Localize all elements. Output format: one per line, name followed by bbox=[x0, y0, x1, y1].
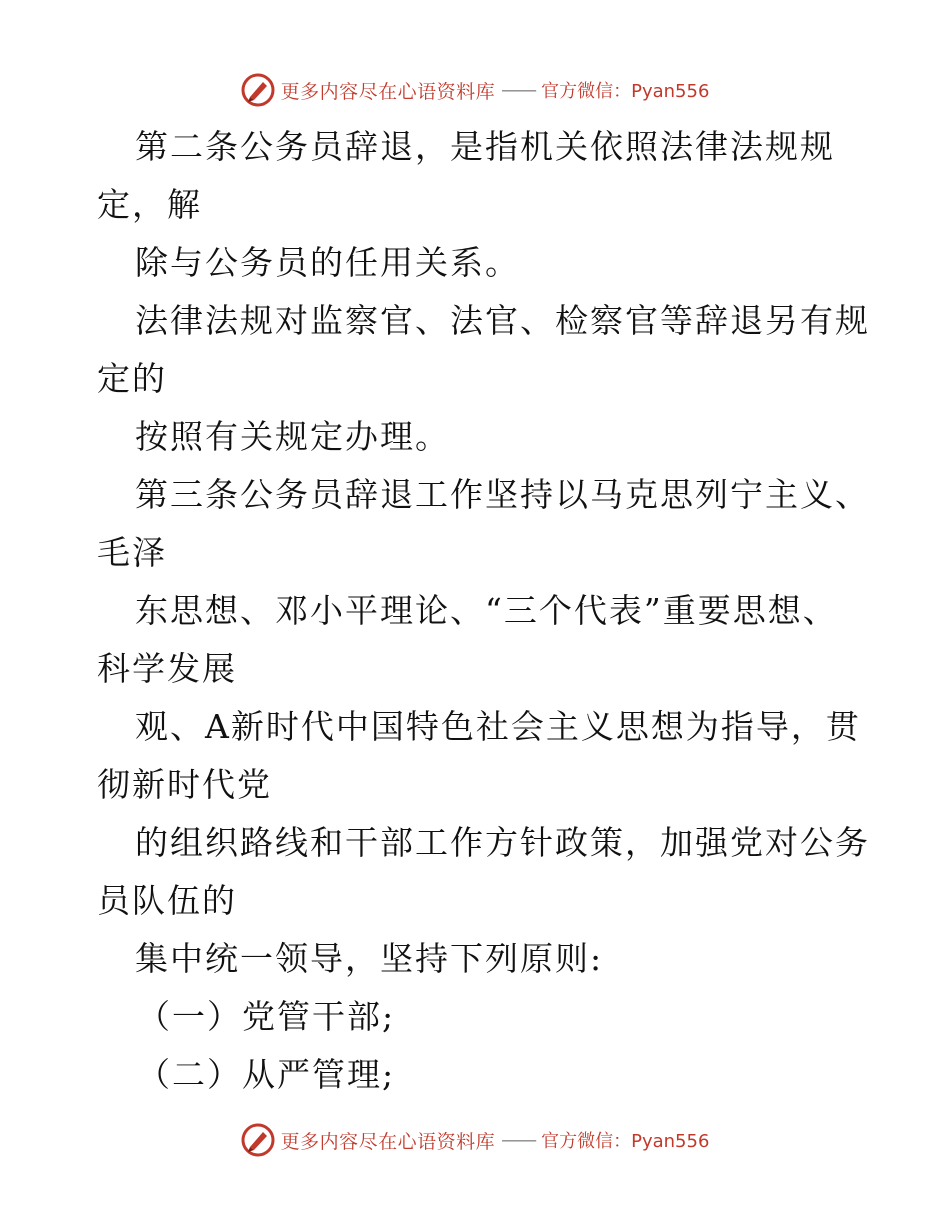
text-line: 员队伍的 bbox=[97, 881, 237, 920]
header-watermark-wechat: 官方微信：Pyan556 bbox=[541, 81, 710, 102]
pen-logo-icon bbox=[241, 1123, 275, 1157]
text-line: 的组织路线和干部工作方针政策，加强党对公务 bbox=[135, 823, 870, 862]
text-line: 第三条公务员辞退工作坚持以马克思列宁主义、 bbox=[135, 475, 870, 514]
text-line: 除与公务员的任用关系。 bbox=[135, 243, 520, 282]
text-line: 定的 bbox=[97, 359, 167, 398]
text-line: 彻新时代党 bbox=[97, 765, 272, 804]
text-line: 第二条公务员辞退，是指机关依照法律法规规 bbox=[135, 127, 835, 166]
text-line: （二）从严管理; bbox=[137, 1055, 396, 1094]
document-body bbox=[97, 118, 897, 1104]
footer-watermark bbox=[0, 1120, 950, 1160]
text-line: 按照有关规定办理。 bbox=[135, 417, 450, 456]
text-line: 观、A新时代中国特色社会主义思想为指导，贯 bbox=[135, 707, 861, 746]
header-watermark-separator: —— bbox=[501, 79, 536, 101]
text-line: （一）党管干部; bbox=[137, 997, 396, 1036]
text-line: 定，解 bbox=[97, 185, 202, 224]
footer-watermark-wechat: 官方微信：Pyan556 bbox=[541, 1131, 710, 1152]
header-watermark bbox=[0, 70, 950, 110]
text-line: 科学发展 bbox=[97, 649, 237, 688]
header-watermark-text: 更多内容尽在心语资料库 bbox=[280, 80, 496, 103]
footer-watermark-text: 更多内容尽在心语资料库 bbox=[280, 1130, 496, 1153]
text-line: 毛泽 bbox=[97, 533, 167, 572]
text-line: 法律法规对监察官、法官、检察官等辞退另有规 bbox=[135, 301, 870, 340]
text-line: 集中统一领导，坚持下列原则: bbox=[135, 939, 604, 978]
footer-watermark-separator: —— bbox=[501, 1129, 536, 1151]
pen-logo-icon bbox=[241, 73, 275, 107]
text-line: 东思想、邓小平理论、“三个代表”重要思想、 bbox=[135, 591, 838, 630]
